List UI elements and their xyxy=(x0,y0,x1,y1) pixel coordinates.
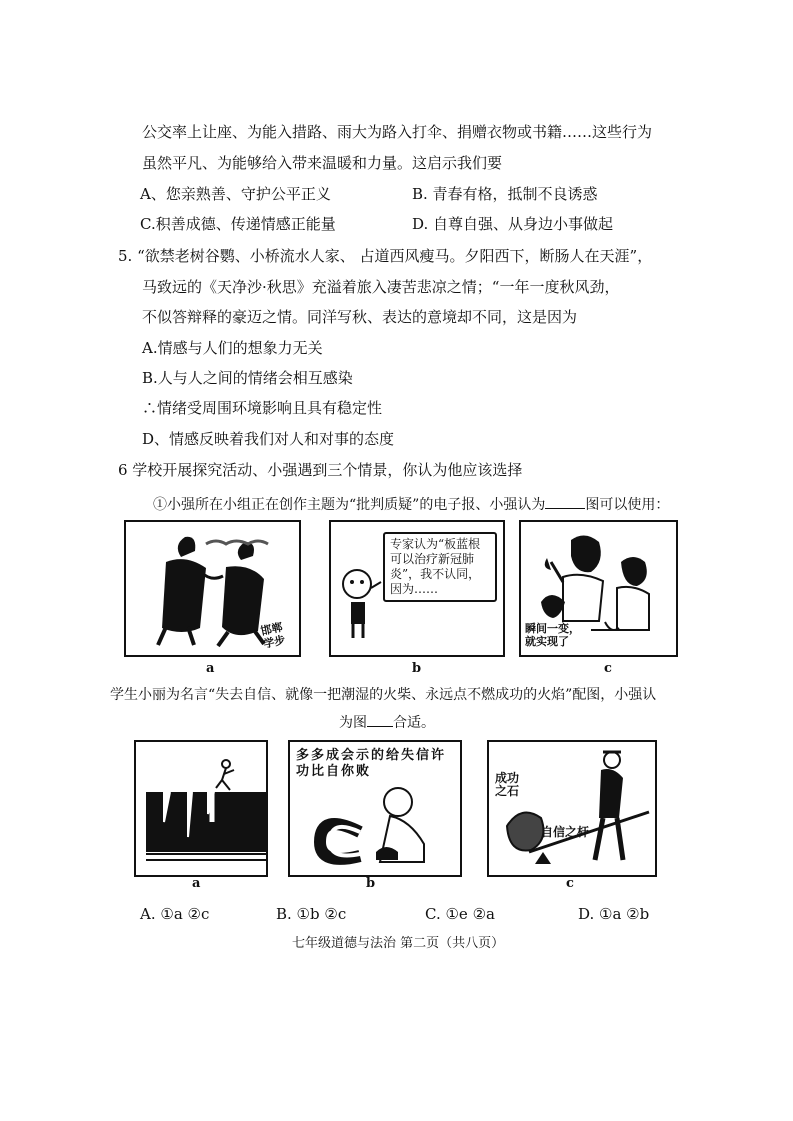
answer-blank xyxy=(367,712,393,727)
q6-sub2-line-1: 学生小丽为名言“失去自信、就像一把潮湿的火柴、永远点不燃成功的火焰”配图，小强认 xyxy=(110,687,657,703)
q5-stem-line-3: 不似答辩释的豪迈之情。同洋写秋、表达的意境却不同，这是因为 xyxy=(142,308,578,326)
q6-sub2-text: 为图 xyxy=(339,715,367,731)
q4-option-c: C.积善成德、传递情感正能量 xyxy=(140,215,336,233)
page-footer: 七年级道德与法治 第二页（共八页） xyxy=(292,936,505,951)
q4-option-d: D. 自尊自强、从身边小事做起 xyxy=(412,215,614,233)
caption-c: c xyxy=(566,876,574,891)
q5-stem-line-1: 5. “欲禁老树谷鹦、小桥流水人家、 占道西风瘦马。夕阳西下，断肠人在天涯”， xyxy=(118,247,653,265)
caption-b: b xyxy=(366,876,376,891)
intro-line-1: 公交率上让座、为能入措路、雨大为路入打伞、捐赠衣物或书籍……这些行为 xyxy=(142,123,653,141)
intro-line-2: 虽然平凡、为能够给入带来温暖和力量。这启示我们要 xyxy=(142,154,503,172)
expert-speech-bubble: 专家认为“板蓝根可以治疗新冠肺炎”，我不认同，因为…… xyxy=(383,532,497,602)
q6-option-d: D. ①a ②b xyxy=(578,905,650,923)
q6-stem: 6 学校开展探究活动、小强遇到三个情景，你认为他应该选择 xyxy=(118,461,523,479)
q6-sub1 xyxy=(153,494,669,515)
cartoon-a-scholars xyxy=(124,520,301,657)
cartoon-b-magnet xyxy=(288,740,462,877)
lever-label: 自信之杆 xyxy=(541,825,590,839)
q5-option-a: A.情感与人们的想象力无关 xyxy=(142,339,323,357)
q4-option-b: B. 青春有格，抵制不良诱惑 xyxy=(412,185,598,203)
caption-a: a xyxy=(192,876,201,891)
q6-option-a: A. ①a ②c xyxy=(140,905,210,923)
caption-a: a xyxy=(206,661,215,676)
cartoon-c-magic xyxy=(519,520,678,657)
caption-b: b xyxy=(412,661,422,676)
q6-sub1-tail: 图可以使用： xyxy=(585,497,670,513)
q5-option-d: D、情感反映着我们对人和对事的态度 xyxy=(142,430,395,448)
q5-stem-line-2: 马致远的《天净沙·秋思》充溢着旅入凄苦悲凉之情；“一年一度秋风劲， xyxy=(142,278,620,296)
q4-option-a: A、您亲熟善、守护公平正义 xyxy=(140,185,331,203)
rock-label: 成功之石 xyxy=(495,771,520,798)
magic-caption: 瞬间一变，就实现了 xyxy=(525,622,580,648)
q6-sub1-text: ①小强所在小组正在创作主题为“批判质疑”的电子报、小强认为 xyxy=(153,497,546,513)
cartoon-c-lever xyxy=(487,740,657,877)
handwritten-text: 多多成会示的给失信许功比自你败 xyxy=(296,748,447,779)
cartoon-b-doubt xyxy=(329,520,505,657)
q6-option-c: C. ①e ②a xyxy=(425,905,495,923)
q6-option-b: B. ①b ②c xyxy=(276,905,347,923)
q5-option-b: B.人与人之间的情绪会相互感染 xyxy=(142,369,353,387)
q5-option-c: ∴情绪受周围环境影响且具有稳定性 xyxy=(142,399,383,417)
caption-c: c xyxy=(604,661,612,676)
answer-blank xyxy=(545,494,585,509)
q6-sub2-tail: 合适。 xyxy=(393,715,435,731)
handan-stamp: 邯郸学步 xyxy=(259,620,287,651)
q6-sub2-line-2 xyxy=(339,712,435,733)
cartoon-a-cliff xyxy=(134,740,268,877)
